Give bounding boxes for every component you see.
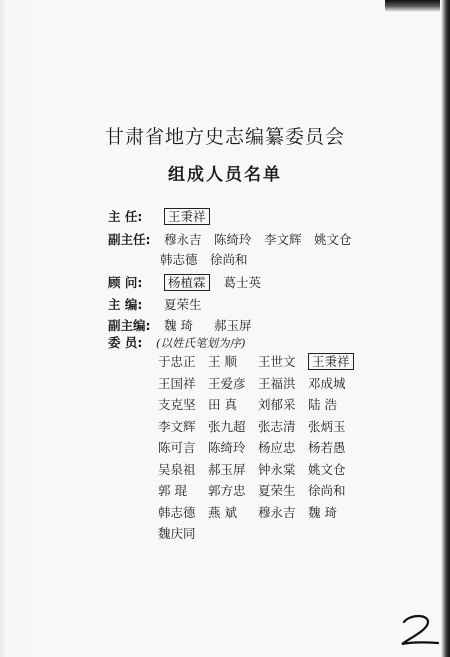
member-name: 姚文仓: [308, 461, 346, 477]
list-subtitle: 组成人员名单: [168, 165, 282, 185]
member-name: 吴泉祖: [158, 461, 196, 477]
member-name: 郭方忠: [208, 483, 246, 498]
member-name: 王福洪: [258, 375, 296, 391]
deputy-editor-row: [108, 316, 264, 334]
vice-director-name: 穆永吉: [163, 232, 202, 247]
member-name: 陈可言: [158, 440, 196, 455]
chief-editor-label: 主 编:: [108, 297, 143, 312]
vice-director-name: 韩志德: [160, 252, 198, 267]
member-name: 邓成城: [308, 375, 346, 391]
member-name: 刘郁采: [258, 397, 296, 412]
advisor-name: 葛士英: [223, 275, 261, 290]
advisor-name-boxed: 杨植霖: [164, 274, 210, 291]
member-name: 杨若愚: [308, 440, 346, 455]
member-name: 夏荣生: [258, 483, 296, 498]
member-name: 郭 琨: [158, 483, 187, 498]
members-row: [158, 395, 358, 417]
member-name: 支克坚: [158, 397, 196, 412]
member-name: 陈绮玲: [208, 440, 246, 455]
deputy-editor-name: 魏 琦: [163, 318, 193, 333]
member-name: 陆 浩: [308, 397, 337, 412]
vice-director-name: 陈绮玲: [213, 232, 252, 247]
member-name: 王世文: [258, 354, 296, 369]
member-name: 张志清: [258, 418, 296, 434]
vice-director-name: 姚文仓: [313, 232, 352, 247]
members-row: [158, 503, 358, 525]
chief-editor-row: [108, 295, 202, 313]
member-name: 田 真: [208, 397, 237, 412]
vice-director-row-2: [160, 250, 260, 268]
member-name: 徐尚和: [308, 483, 346, 498]
members-row: [158, 352, 358, 374]
deputy-editor-name: 郝玉屏: [213, 318, 252, 333]
member-name-boxed: 王秉祥: [308, 353, 354, 370]
member-name: 王国祥: [158, 375, 196, 391]
members-list: [158, 352, 358, 546]
members-row: [158, 460, 358, 482]
member-name: 杨应忠: [258, 440, 296, 455]
vice-director-label: 副主任:: [108, 232, 151, 247]
member-name: 张九超: [208, 418, 246, 434]
page-edge-shadow: [441, 0, 450, 657]
member-name: 魏 琦: [308, 504, 337, 520]
handwritten-page-number: [398, 612, 442, 648]
director-label: 主 任:: [108, 209, 143, 224]
deputy-editor-label: 副主编:: [108, 318, 151, 333]
chief-editor-name: 夏荣生: [163, 297, 202, 312]
members-row: [158, 417, 358, 439]
members-order-note: (以姓氏笔划为序): [155, 336, 246, 350]
member-name: 李文辉: [158, 418, 196, 434]
member-name: 王 顺: [208, 354, 237, 369]
vice-director-name: 李文辉: [263, 232, 302, 247]
director-row: [108, 207, 210, 225]
members-row: [158, 524, 358, 546]
member-name: 郝玉屏: [208, 461, 246, 477]
members-row: [158, 374, 358, 396]
member-name: 穆永吉: [258, 504, 296, 520]
member-name: 魏庆同: [158, 526, 196, 541]
director-name: 王秉祥: [164, 208, 210, 225]
committee-title: 甘肃省地方史志编纂委员会: [104, 126, 345, 148]
advisor-label: 顾 问:: [108, 275, 143, 290]
member-name: 张炳玉: [308, 418, 346, 434]
members-row: [158, 438, 358, 460]
member-name: 王爱彦: [208, 375, 246, 391]
members-label-row: [108, 333, 245, 351]
members-label: 委 员:: [108, 335, 143, 350]
member-name: 韩志德: [158, 504, 196, 520]
member-name: 钟永棠: [258, 461, 296, 477]
vice-director-name: 徐尚和: [210, 252, 248, 267]
member-name: 燕 斌: [208, 504, 237, 520]
vice-director-row: [108, 230, 364, 248]
members-row: [158, 481, 358, 503]
scan-corner-mark: [385, 0, 440, 12]
member-name: 于忠正: [158, 354, 196, 369]
advisor-row: [108, 273, 261, 291]
